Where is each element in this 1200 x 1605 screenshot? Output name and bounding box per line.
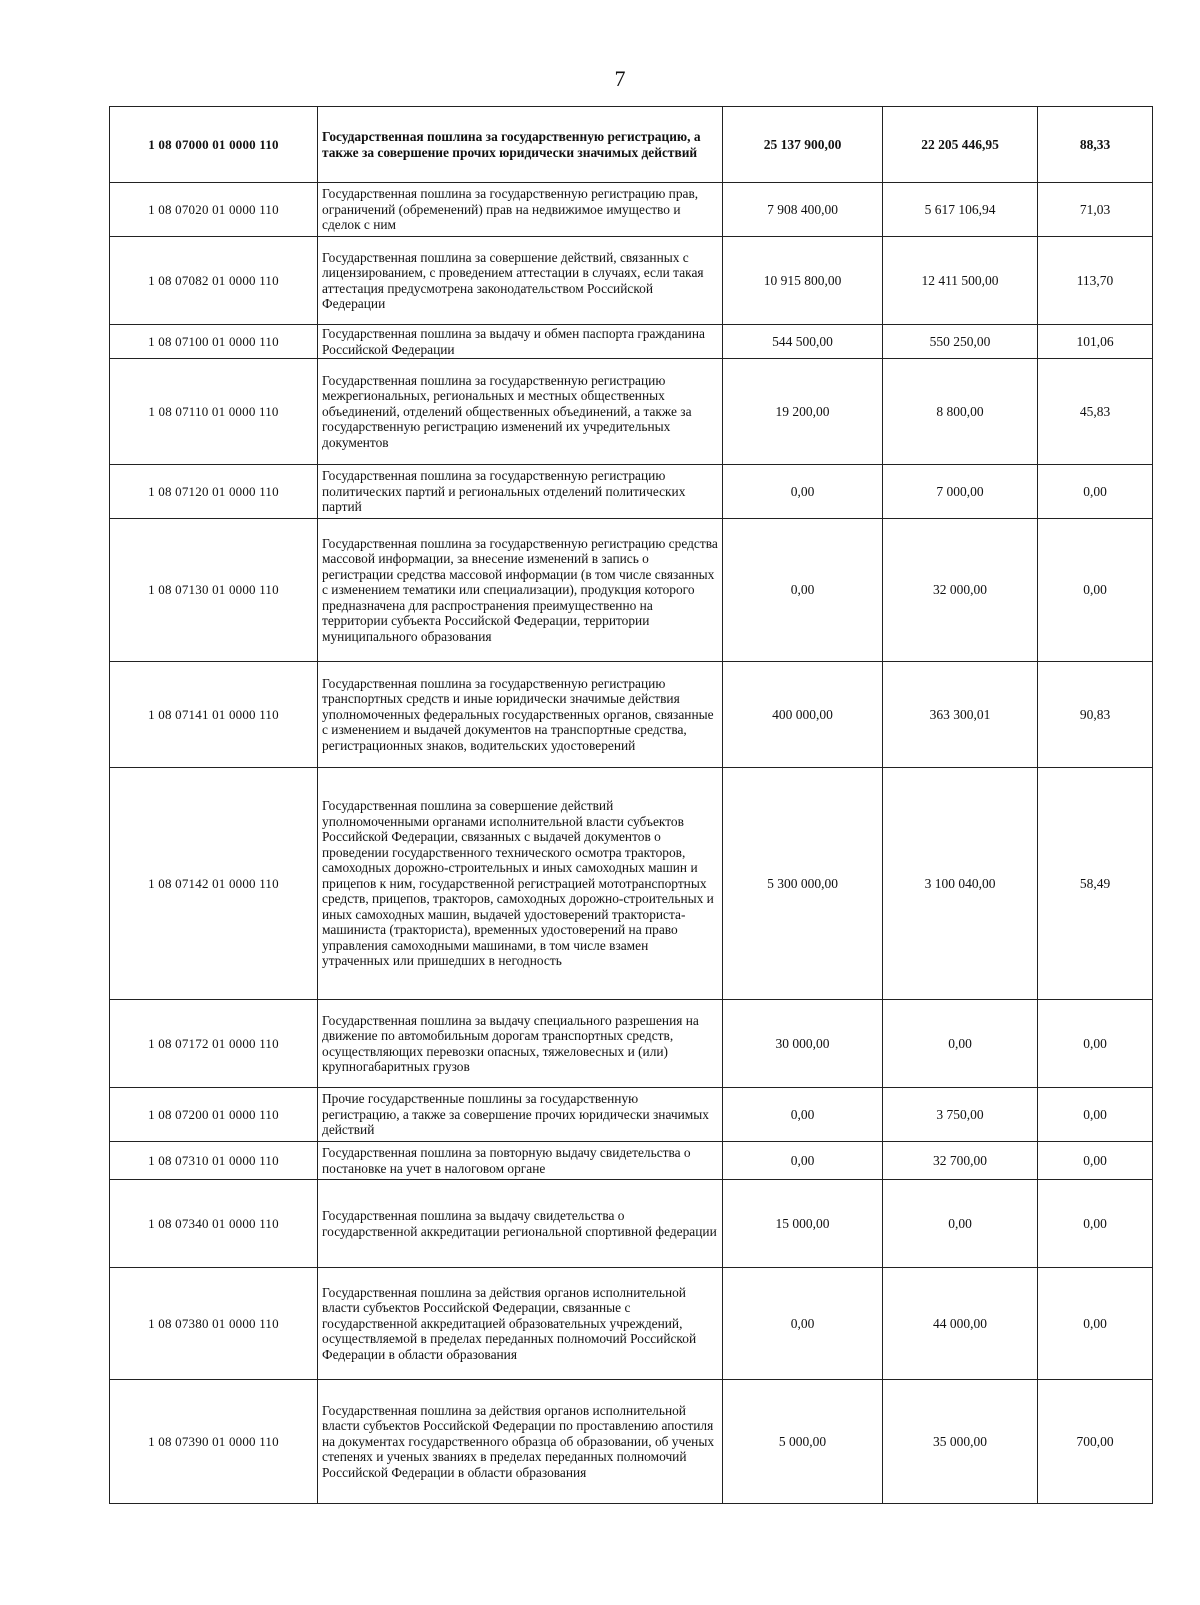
table-row: [110, 1088, 1153, 1142]
revenue-name: Государственная пошлина за выдачу специального разрешения на движение по автомобильным дорогам транспортных средств, осуществляющих перевозки опасных, тяжеловесных и (или) крупногабаритных грузов: [318, 1000, 723, 1088]
budget-code: 1 08 07120 01 0000 110: [110, 465, 318, 519]
execution-percent: 700,00: [1038, 1380, 1153, 1504]
fact-amount: 12 411 500,00: [883, 237, 1038, 325]
execution-percent: 0,00: [1038, 519, 1153, 662]
fact-amount: 0,00: [883, 1000, 1038, 1088]
execution-percent: 0,00: [1038, 1268, 1153, 1380]
plan-amount: 5 000,00: [723, 1380, 883, 1504]
revenue-name: Государственная пошлина за действия органов исполнительной власти субъектов Российской Федерации по проставлению апостиля на документах государственного образца об образовании, об ученых степенях и ученых званиях в пределах переданных полномочий Российской Федерации в области образования: [318, 1380, 723, 1504]
fact-amount: 363 300,01: [883, 662, 1038, 768]
table-row: [110, 662, 1153, 768]
revenue-name: Государственная пошлина за государственную регистрацию, а также за совершение прочих юридически значимых действий: [318, 107, 723, 183]
fact-amount: 3 750,00: [883, 1088, 1038, 1142]
table-row: [110, 1380, 1153, 1504]
page-number: 7: [614, 66, 626, 91]
execution-percent: 58,49: [1038, 768, 1153, 1000]
budget-code: 1 08 07110 01 0000 110: [110, 359, 318, 465]
execution-percent: 101,06: [1038, 325, 1153, 359]
revenue-name: Государственная пошлина за государственную регистрацию прав, ограничений (обременений) прав на недвижимое имущество и сделок с ним: [318, 183, 723, 237]
fact-amount: 32 700,00: [883, 1142, 1038, 1180]
plan-amount: 5 300 000,00: [723, 768, 883, 1000]
budget-code: 1 08 07142 01 0000 110: [110, 768, 318, 1000]
revenue-name: Государственная пошлина за государственную регистрацию средства массовой информации, за внесение изменений в запись о регистрации средства массовой информации (в том числе связанных с изменением тематики или специализации), продукция которого предназначена для распространения преимущественно на территории субъекта Российской Федерации, территории муниципального образования: [318, 519, 723, 662]
table-row: [110, 1180, 1153, 1268]
plan-amount: 15 000,00: [723, 1180, 883, 1268]
plan-amount: 0,00: [723, 519, 883, 662]
fact-amount: 8 800,00: [883, 359, 1038, 465]
budget-code: 1 08 07100 01 0000 110: [110, 325, 318, 359]
execution-percent: 0,00: [1038, 1088, 1153, 1142]
execution-percent: 90,83: [1038, 662, 1153, 768]
fact-amount: 35 000,00: [883, 1380, 1038, 1504]
plan-amount: 30 000,00: [723, 1000, 883, 1088]
table-row: [110, 1268, 1153, 1380]
budget-code: 1 08 07200 01 0000 110: [110, 1088, 318, 1142]
budget-code: 1 08 07340 01 0000 110: [110, 1180, 318, 1268]
execution-percent: 45,83: [1038, 359, 1153, 465]
table-row: [110, 1000, 1153, 1088]
budget-code: 1 08 07380 01 0000 110: [110, 1268, 318, 1380]
execution-percent: 113,70: [1038, 237, 1153, 325]
budget-code: 1 08 07082 01 0000 110: [110, 237, 318, 325]
budget-code: 1 08 07310 01 0000 110: [110, 1142, 318, 1180]
revenue-name: Государственная пошлина за совершение действий уполномоченными органами исполнительной власти субъектов Российской Федерации, связанных с выдачей документов о проведении государственного технического осмотра тракторов, самоходных дорожно-строительных и иных самоходных машин и прицепов к ним, государственной регистрацией мототранспортных средств, прицепов, тракторов, самоходных дорожно-строительных и иных самоходных машин, выдачей удостоверений тракториста-машиниста (тракториста), временных удостоверений на право управления самоходными машинами, в том числе взамен утраченных или пришедших в негодность: [318, 768, 723, 1000]
fact-amount: 5 617 106,94: [883, 183, 1038, 237]
execution-percent: 0,00: [1038, 465, 1153, 519]
budget-code: 1 08 07000 01 0000 110: [110, 107, 318, 183]
fact-amount: 32 000,00: [883, 519, 1038, 662]
budget-code: 1 08 07020 01 0000 110: [110, 183, 318, 237]
revenue-name: Государственная пошлина за действия органов исполнительной власти субъектов Российской Федерации, связанные с государственной аккредитацией образовательных учреждений, осуществляемой в пределах переданных полномочий Российской Федерации в области образования: [318, 1268, 723, 1380]
plan-amount: 400 000,00: [723, 662, 883, 768]
execution-percent: 0,00: [1038, 1180, 1153, 1268]
table-row: [110, 768, 1153, 1000]
budget-code: 1 08 07390 01 0000 110: [110, 1380, 318, 1504]
execution-percent: 0,00: [1038, 1000, 1153, 1088]
table-row: [110, 107, 1153, 183]
plan-amount: 0,00: [723, 1088, 883, 1142]
plan-amount: 0,00: [723, 465, 883, 519]
execution-percent: 0,00: [1038, 1142, 1153, 1180]
plan-amount: 0,00: [723, 1142, 883, 1180]
table-row: [110, 519, 1153, 662]
table-row: [110, 1142, 1153, 1180]
revenue-name: Государственная пошлина за выдачу и обмен паспорта гражданина Российской Федерации: [318, 325, 723, 359]
fact-amount: 3 100 040,00: [883, 768, 1038, 1000]
revenue-name: Прочие государственные пошлины за государственную регистрацию, а также за совершение прочих юридически значимых действий: [318, 1088, 723, 1142]
table-row: [110, 183, 1153, 237]
revenue-table: [109, 106, 1153, 1504]
budget-code: 1 08 07141 01 0000 110: [110, 662, 318, 768]
execution-percent: 88,33: [1038, 107, 1153, 183]
revenue-name: Государственная пошлина за государственную регистрацию транспортных средств и иные юридически значимые действия уполномоченных федеральных государственных органов, связанные с изменением и выдачей документов на транспортные средства, регистрационных знаков, водительских удостоверений: [318, 662, 723, 768]
revenue-name: Государственная пошлина за государственную регистрацию межрегиональных, региональных и местных общественных объединений, отделений общественных объединений, а также за государственную регистрацию изменений их учредительных документов: [318, 359, 723, 465]
plan-amount: 7 908 400,00: [723, 183, 883, 237]
fact-amount: 44 000,00: [883, 1268, 1038, 1380]
plan-amount: 544 500,00: [723, 325, 883, 359]
execution-percent: 71,03: [1038, 183, 1153, 237]
table-row: [110, 465, 1153, 519]
revenue-name: Государственная пошлина за повторную выдачу свидетельства о постановке на учет в налоговом органе: [318, 1142, 723, 1180]
fact-amount: 550 250,00: [883, 325, 1038, 359]
revenue-name: Государственная пошлина за совершение действий, связанных с лицензированием, с проведением аттестации в случаях, если такая аттестация предусмотрена законодательством Российской Федерации: [318, 237, 723, 325]
plan-amount: 19 200,00: [723, 359, 883, 465]
table-row: [110, 325, 1153, 359]
fact-amount: 0,00: [883, 1180, 1038, 1268]
revenue-name: Государственная пошлина за выдачу свидетельства о государственной аккредитации региональной спортивной федерации: [318, 1180, 723, 1268]
plan-amount: 25 137 900,00: [723, 107, 883, 183]
plan-amount: 0,00: [723, 1268, 883, 1380]
table-row: [110, 359, 1153, 465]
plan-amount: 10 915 800,00: [723, 237, 883, 325]
budget-code: 1 08 07172 01 0000 110: [110, 1000, 318, 1088]
revenue-name: Государственная пошлина за государственную регистрацию политических партий и региональных отделений политических партий: [318, 465, 723, 519]
fact-amount: 22 205 446,95: [883, 107, 1038, 183]
fact-amount: 7 000,00: [883, 465, 1038, 519]
budget-code: 1 08 07130 01 0000 110: [110, 519, 318, 662]
table-row: [110, 237, 1153, 325]
